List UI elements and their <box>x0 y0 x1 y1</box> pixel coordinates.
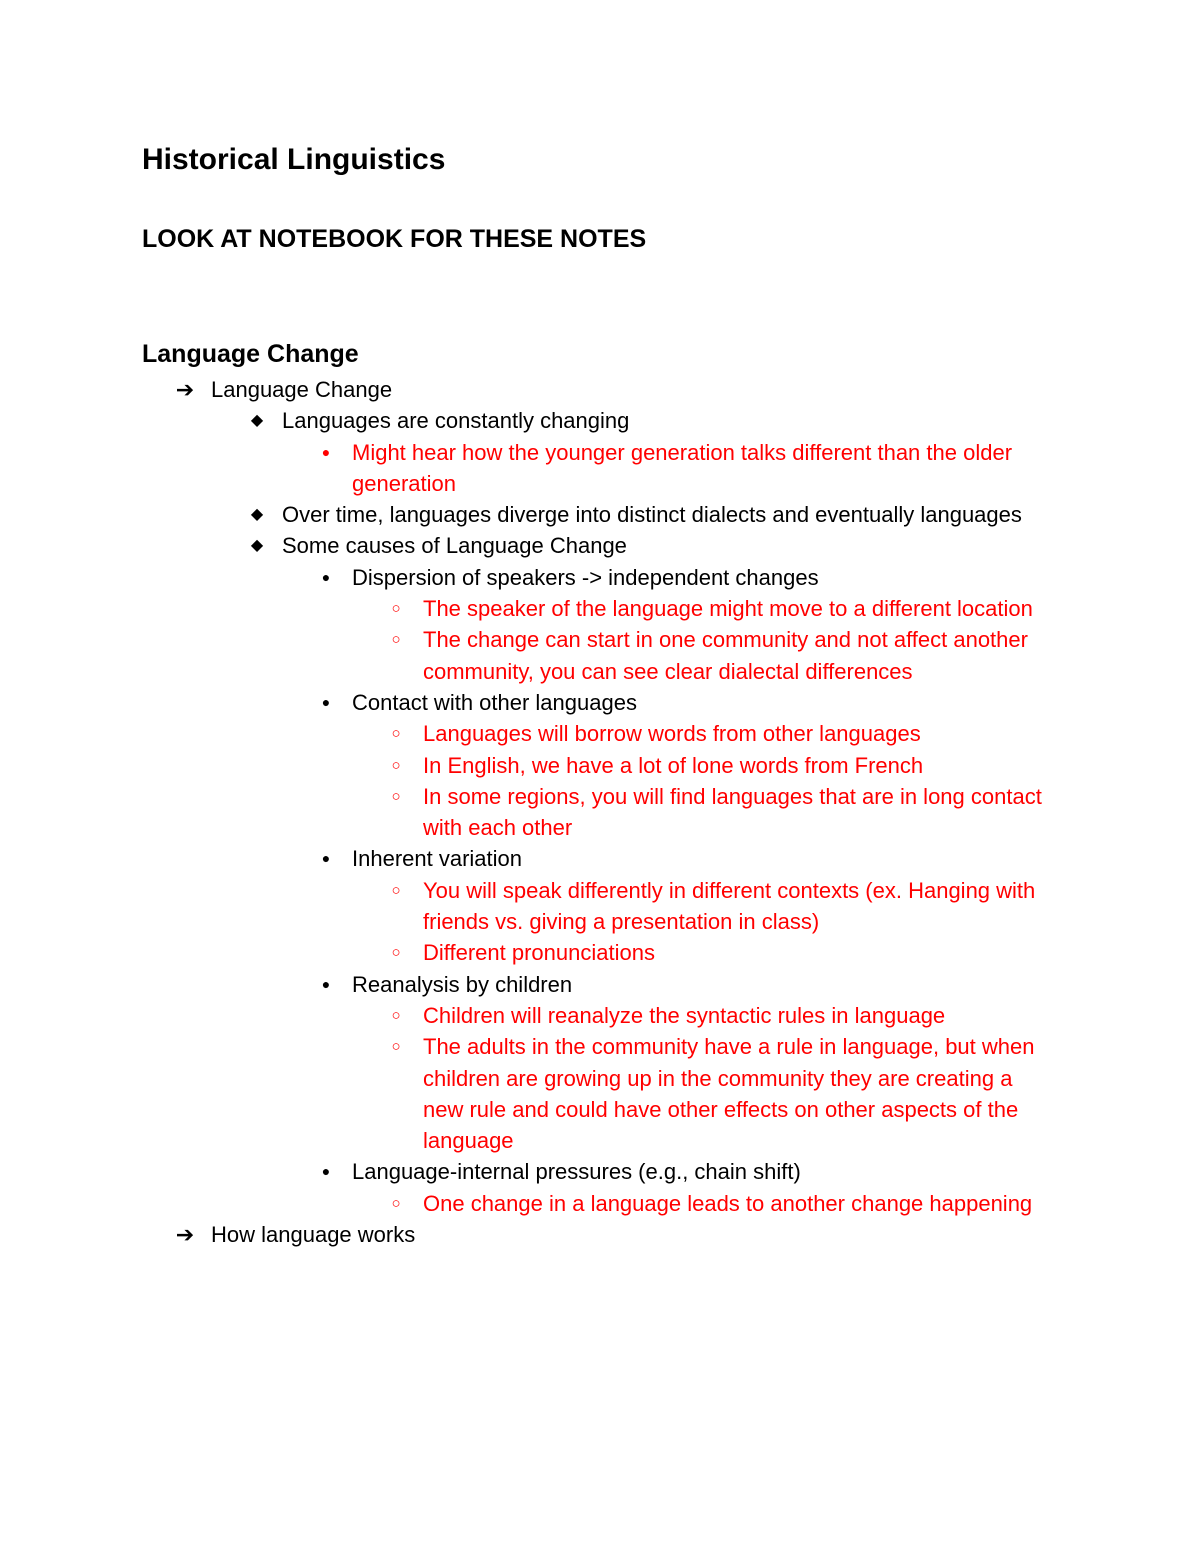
outline-item <box>0 969 1042 1000</box>
outline-item-text: In English, we have a lot of lone words from French <box>423 752 924 778</box>
notebook-note: LOOK AT NOTEBOOK FOR THESE NOTES <box>142 225 647 253</box>
outline-item-text: Over time, languages diverge into distinct dialects and eventually languages <box>282 502 1022 528</box>
filled-circle-bullet-icon: ● <box>321 975 331 992</box>
outline-item <box>0 437 1042 500</box>
hollow-circle-bullet-icon: ○ <box>391 881 401 899</box>
outline-item-text: Some causes of Language Change <box>282 533 627 559</box>
outline-item <box>0 875 1043 938</box>
outline-item-text: In some regions, you will find languages that are in long contact with each other <box>423 783 1042 841</box>
outline-item-text: Inherent variation <box>352 846 522 872</box>
outline-item <box>0 1219 1041 1250</box>
outline-item <box>0 1156 1042 1187</box>
outline-item <box>0 1000 1043 1031</box>
outline-item <box>0 718 1043 749</box>
outline-item <box>0 562 1042 593</box>
outline-item <box>0 843 1042 874</box>
hollow-circle-bullet-icon: ○ <box>391 944 401 962</box>
arrow-bullet-icon: ➔ <box>175 377 195 402</box>
outline-item-text: Might hear how the younger generation talks different than the older generation <box>352 439 1013 496</box>
outline-item-text: One change in a language leads to another change happening <box>423 1190 1033 1216</box>
outline-item-text: Different pronunciations <box>423 940 655 966</box>
diamond-bullet-icon: ◆ <box>250 412 264 430</box>
section-heading: Language Change <box>142 340 359 368</box>
diamond-bullet-icon: ◆ <box>250 506 264 524</box>
filled-circle-bullet-icon: ● <box>321 1163 331 1180</box>
document-title: Historical Linguistics <box>142 143 446 176</box>
outline-item <box>0 530 1042 561</box>
outline-item <box>0 374 1041 405</box>
hollow-circle-bullet-icon: ○ <box>391 1038 401 1056</box>
diamond-bullet-icon: ◆ <box>250 537 264 555</box>
outline-item-text: You will speak differently in different contexts (ex. Hanging with friends vs. giving a presentation in class) <box>423 877 1036 935</box>
outline-item-text: Language Change <box>211 377 393 402</box>
outline-item <box>0 937 1043 968</box>
filled-circle-bullet-icon: ● <box>321 850 331 867</box>
outline-item <box>0 624 1043 687</box>
outline-item-text: Languages will borrow words from other languages <box>423 721 921 747</box>
outline-item-text: The speaker of the language might move to a different location <box>423 596 1033 622</box>
outline-item-text: The adults in the community have a rule in language, but when children are growing up in the community they are creating a new rule and could have other effects on other aspects of the language <box>423 1034 1035 1154</box>
hollow-circle-bullet-icon: ○ <box>391 600 401 618</box>
outline-item <box>0 593 1043 624</box>
outline-item <box>0 499 1042 530</box>
filled-circle-bullet-icon: ● <box>321 443 331 460</box>
hollow-circle-bullet-icon: ○ <box>391 787 401 805</box>
outline-item <box>0 405 1042 436</box>
outline-item <box>0 781 1043 844</box>
hollow-circle-bullet-icon: ○ <box>391 1194 401 1212</box>
hollow-circle-bullet-icon: ○ <box>391 631 401 649</box>
arrow-bullet-icon: ➔ <box>175 1222 195 1248</box>
outline-item-text: Contact with other languages <box>352 689 637 715</box>
outline-item <box>0 1031 1043 1156</box>
filled-circle-bullet-icon: ● <box>321 568 331 585</box>
outline-item-text: Dispersion of speakers -> independent changes <box>352 564 819 590</box>
outline-item <box>0 1188 1043 1219</box>
hollow-circle-bullet-icon: ○ <box>391 1006 401 1024</box>
outline-item-text: Languages are constantly changing <box>282 408 630 434</box>
outline-item-text: The change can start in one community and not affect another community, you can see clear dialectal differences <box>423 627 1028 684</box>
outline-item-text: Children will reanalyze the syntactic rules in language <box>423 1002 946 1028</box>
outline-item-text: Reanalysis by children <box>352 971 573 997</box>
outline-item-text: Language-internal pressures (e.g., chain shift) <box>352 1159 801 1185</box>
hollow-circle-bullet-icon: ○ <box>391 725 401 743</box>
hollow-circle-bullet-icon: ○ <box>391 756 401 774</box>
outline-item-text: How language works <box>211 1222 416 1248</box>
outline-item <box>0 687 1042 718</box>
outline-list <box>0 374 1200 1250</box>
filled-circle-bullet-icon: ● <box>321 693 331 710</box>
outline-item <box>0 750 1043 781</box>
